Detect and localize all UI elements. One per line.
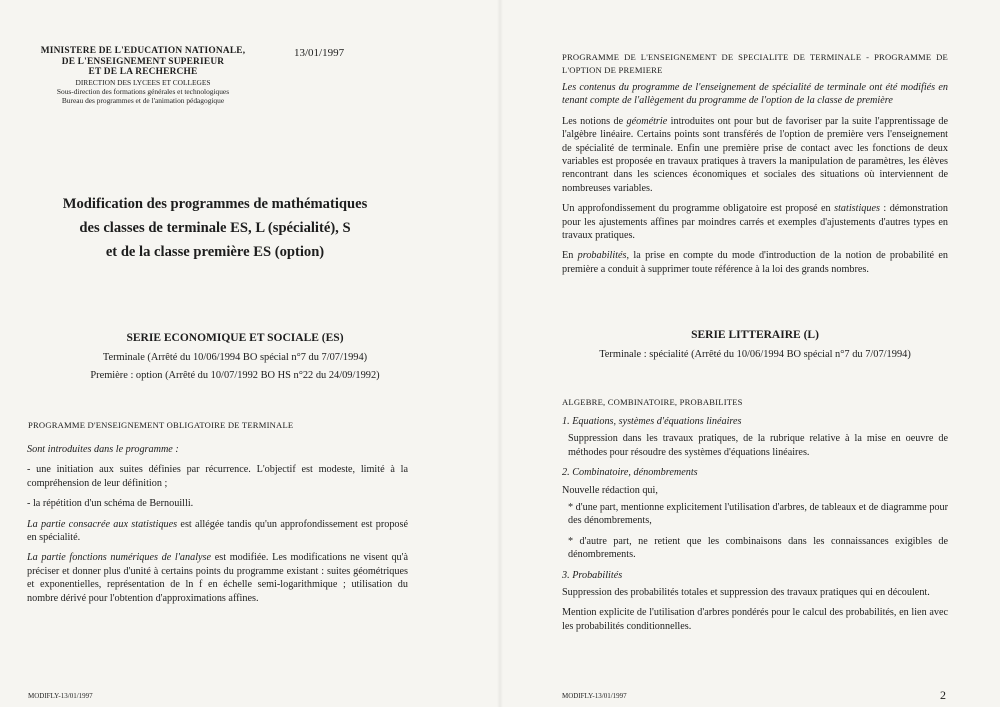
section-heading-algebre: ALGEBRE, COMBINATOIRE, PROBABILITES (562, 397, 743, 407)
geometrie-text: introduites ont pour but de favoriser par la suite l'apprentissage de l'algèbre linéaire. Certains points sont transférés de l'option de première vers l'enseignement de spécialité de terminale. Enfin une première prise de contact avec les fonctions de deux variables est proposée en travaux pratiques à travers la manipulation de paramètres, les élèves rencontrant dans les sciences économiques et sociales des situations où interviennent de nombreuses variables. (562, 115, 949, 194)
subsection-equations-title: 1. Equations, systèmes d'équations linéaires (562, 416, 742, 427)
main-title-line-2: des classes de terminale ES, L (spécialité), S (79, 220, 351, 236)
subsection-equations-text: Suppression dans les travaux pratiques, de la rubrique relative à la mise en oeuvre de méthodes pour résoudre des systèmes d'équations linéaires. (568, 433, 948, 458)
es-obligatoire-body (27, 443, 408, 612)
ministry-line-3: ET DE LA RECHERCHE (88, 67, 198, 77)
document-date: 13/01/1997 (294, 47, 345, 59)
serie-l-terminale: Terminale : spécialité (Arrêté du 10/06/1994 BO spécial n°7 du 7/07/1994) (599, 349, 911, 360)
serie-es-title: SERIE ECONOMIQUE ET SOCIALE (ES) (126, 332, 344, 344)
statistiques-spec-prefix: Un approfondissement du programme obligatoire est proposé en (562, 203, 835, 215)
probabilites-paragraph (562, 249, 948, 276)
subsection-probabilites-title: 3. Probabilités (562, 569, 623, 581)
ministry-line-1: MINISTERE DE L'EDUCATION NATIONALE, (40, 46, 246, 56)
ministry-line-6: Bureau des programmes et de l'animation pédagogique (61, 96, 225, 106)
geometrie-prefix: Les notions de (562, 115, 627, 127)
intro-text: Sont introduites dans le programme : (27, 444, 179, 455)
probabilites-prefix: En (562, 250, 578, 262)
serie-es-premiere: Première : option (Arrêté du 10/07/1992 BO HS n°22 du 24/09/1992) (90, 370, 380, 381)
statistiques-spec-paragraph (562, 202, 948, 242)
fonctions-paragraph (27, 551, 408, 605)
statistiques-emphasis: La partie consacrée aux statistiques (27, 518, 178, 530)
probabilites-text-1: Suppression des probabilités totales et suppression des travaux pratiques qui en découlent. (562, 587, 930, 599)
ministry-line-5: Sous-direction des formations générales et technologiques (56, 86, 230, 96)
statistiques-spec-text: : démonstration pour les ajustements affines par moindres carrés et exemples d'ajustements d'autres types en travaux pratiques. (562, 203, 948, 242)
es-specialite-body (562, 81, 948, 283)
list-item-suites: - une initiation aux suites définies par récurrence. L'objectif est modeste, limité à la compréhension de leur définition ; (27, 464, 408, 489)
combinatoire-bullet-2: * d'autre part, ne retient que les combinaisons dans les connaissances exigibles de dénombrements. (568, 535, 948, 561)
main-title-line-1: Modification des programmes de mathématiques (62, 196, 368, 212)
serie-es-terminale: Terminale (Arrêté du 10/06/1994 BO spécial n°7 du 7/07/1994) (102, 352, 368, 363)
geometrie-paragraph (562, 115, 948, 195)
specialite-intro: Les contenus du programme de l'enseignement de spécialité de terminale ont été modifiés en tenant compte de l'allègement du programme de l'option de la classe de première (562, 82, 948, 107)
section-heading-obligatoire: PROGRAMME D'ENSEIGNEMENT OBLIGATOIRE DE TERMINALE (28, 420, 294, 430)
probabilites-text: , la prise en compte du mode d'introduction de la notion de probabilité en première a conduit à supprimer toute référence à la loi des grands nombres. (562, 250, 949, 275)
main-title (40, 192, 390, 264)
probabilites-emphasis: probabilités (577, 250, 627, 262)
statistiques-text: est allégée tandis qu'un approfondissement est proposé en spécialité. (27, 518, 409, 544)
list-item-bernouilli: - la répétition d'un schéma de Bernouilli. (27, 498, 194, 510)
combinatoire-bullet-1: * d'une part, mentionne explicitement l'utilisation d'arbres, de tableaux et de diagramme pour des dénombrements, (568, 502, 948, 527)
section-heading-specialite: PROGRAMME DE L'ENSEIGNEMENT DE SPECIALITE DE TERMINALE - PROGRAMME DE L'OPTION DE PREMIERE (562, 52, 948, 75)
right-page (500, 0, 1000, 707)
serie-l-title: SERIE LITTERAIRE (L) (691, 329, 819, 341)
statistiques-spec-emphasis: statistiques (834, 203, 880, 215)
right-footer: MODIFLY-13/01/1997 (562, 692, 627, 700)
probabilites-text-2: Mention explicite de l'utilisation d'arbres pondérés pour le calcul des probabilités, en lien avec les probabilités conditionnelles. (562, 607, 948, 632)
main-title-line-3: et de la classe première ES (option) (105, 244, 325, 260)
geometrie-emphasis: géométrie (626, 115, 668, 127)
serie-l-body (562, 415, 948, 640)
subsection-combinatoire-intro: Nouvelle rédaction qui, (562, 484, 658, 496)
ministry-header (28, 46, 258, 105)
fonctions-emphasis: La partie fonctions numériques de l'analyse (27, 552, 212, 564)
ministry-line-4: DIRECTION DES LYCEES ET COLLEGES (75, 77, 211, 87)
fonctions-text: est modifiée. Les modifications ne visent qu'à préciser et donner plus d'unité à certains points du programme existant : suites géométriques et exponentielles, représentation de ln f en échelle semi-logarithmique ; utilisation du nombre dérivé pour l'obtention d'approximations affines. (27, 552, 408, 604)
statistiques-paragraph (27, 518, 408, 545)
left-footer: MODIFLY-13/01/1997 (28, 692, 93, 700)
subsection-combinatoire-title: 2. Combinatoire, dénombrements (562, 467, 698, 479)
page-number: 2 (940, 688, 946, 702)
ministry-line-2: DE L'ENSEIGNEMENT SUPERIEUR (61, 56, 225, 67)
